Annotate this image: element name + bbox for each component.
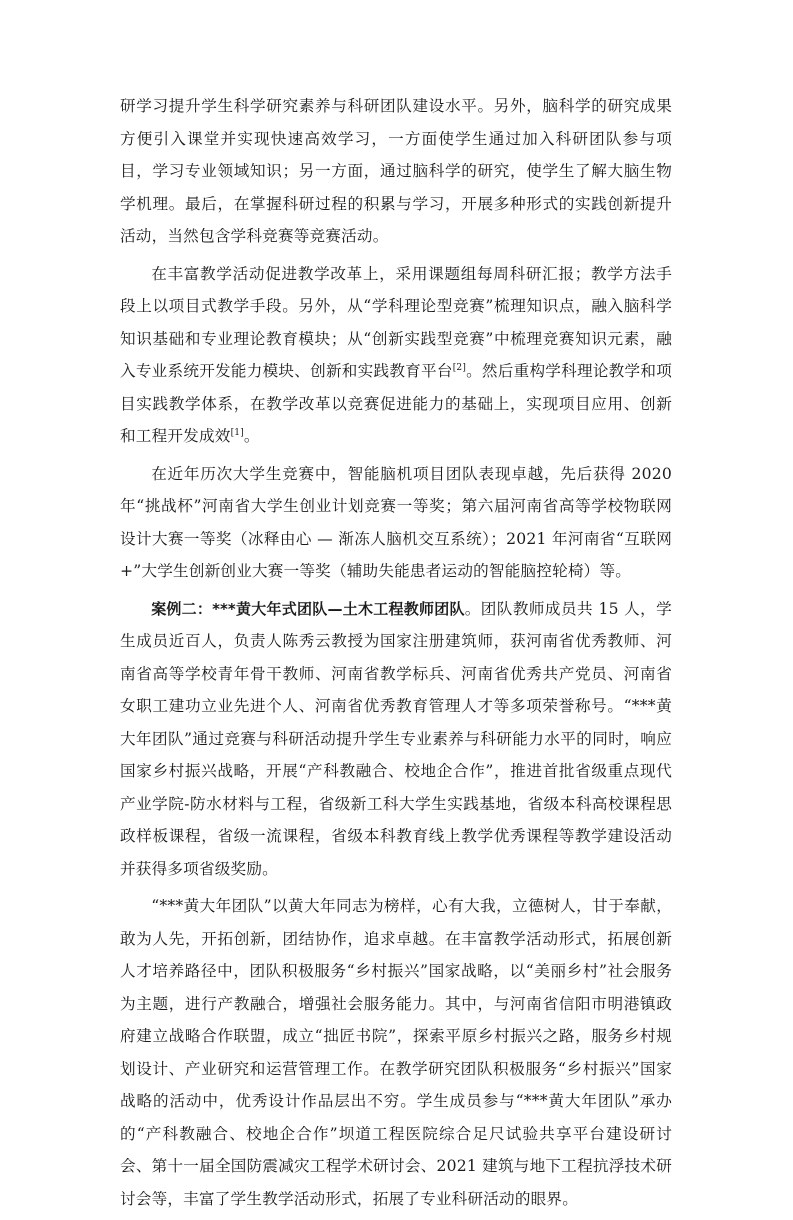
- paragraph-text: “***黄大年团队”以黄大年同志为榜样，心有大我，立德树人，甘于奉献，敢为人先，开拓创新，团结协作，追求卓越。在丰富教学活动形式，拓展创新人才培养路径中，团队积极服务“乡村振兴”国家战略，以“美丽乡村”社会服务为主题，进行产教融合，增强社会服务能力。其中，与河南省信阳市明港镇政府建立战略合作联盟，成立“拙匠书院”，探索平原乡村振兴之路，服务乡村规划设计、产业研究和运营管理工作。在教学研究团队积极服务“乡村振兴”国家战略的活动中，优秀设计作品层出不穷。学生成员参与“***黄大年团队”承办的“产科教融合、校地企合作”坝道工程医院综合足尺试验共享平台建设研讨会、第十一届全国防震减灾工程学术研讨会、2021 建筑与地下工程抗浮技术研讨会等，丰富了学生教学活动形式，拓展了专业科研活动的眼界。: [120, 897, 672, 1208]
- paragraph-text: 。团队教师成员共 15 人，学生成员近百人，负责人陈秀云教授为国家注册建筑师，获河南省优秀教师、河南省高等学校青年骨干教师、河南省教学标兵、河南省优秀共产党员、河南省女职工建功立业先进个人、河南省优秀教育管理人才等多项荣誉称号。“***黄大年团队”通过竞赛与科研活动提升学生专业素养与科研能力水平的同时，响应国家乡村振兴战略，开展“产科教融合、校地企合作”，推进首批省级重点现代产业学院-防水材料与工程，省级新工科大学生实践基地，省级本科高校课程思政样板课程，省级一流课程，省级本科教育线上教学优秀课程等教学建设活动并获得多项省级奖励。: [120, 599, 672, 878]
- paragraph-text: 在近年历次大学生竞赛中，智能脑机项目团队表现卓越，先后获得 2020 年“挑战杯”河南省大学生创业计划竞赛一等奖；第六届河南省高等学校物联网设计大赛一等奖（冰释由心 — 渐冻人脑机交互系统）；2021 年河南省“互联网+”大学生创新创业大赛一等奖（辅助失能患者运动的智能脑控轮椅）等。: [120, 464, 672, 580]
- paragraph-competitions: [120, 458, 672, 588]
- paragraph-teaching-reform: [120, 258, 672, 453]
- paragraph-continuation: [120, 90, 672, 253]
- paragraph-case-two: [120, 593, 672, 886]
- paragraph-text: 。然后重构学科理论教学和项目实践教学体系，在教学改革以竞赛促进能力的基础上，实现项目应用、创新和工程开发成效: [120, 362, 672, 445]
- document-body: [120, 90, 672, 1220]
- paragraph-text: 在丰富教学活动促进教学改革上，采用课题组每周科研汇报；教学方法手段上以项目式教学手段。另外，从“学科理论型竞赛”梳理知识点，融入脑科学知识基础和专业理论教育模块；从“创新实践型竞赛”中梳理竞赛知识元素，融入专业系统开发能力模块、创新和实践教育平台: [120, 264, 672, 380]
- paragraph-team-spirit: [120, 890, 672, 1215]
- citation-ref: [2]: [452, 363, 467, 373]
- citation-ref: [1]: [230, 428, 244, 438]
- case-heading: 案例二：***黄大年式团队—土木工程教师团队: [151, 599, 465, 618]
- paragraph-text: 研学习提升学生科学研究素养与科研团队建设水平。另外，脑科学的研究成果方便引入课堂并实现快速高效学习，一方面使学生通过加入科研团队参与项目，学习专业领域知识；另一方面，通过脑科学的研究，使学生了解大脑生物学机理。最后，在掌握科研过程的积累与学习，开展多种形式的实践创新提升活动，当然包含学科竞赛等竞赛活动。: [120, 97, 672, 245]
- paragraph-text: 。: [243, 427, 260, 445]
